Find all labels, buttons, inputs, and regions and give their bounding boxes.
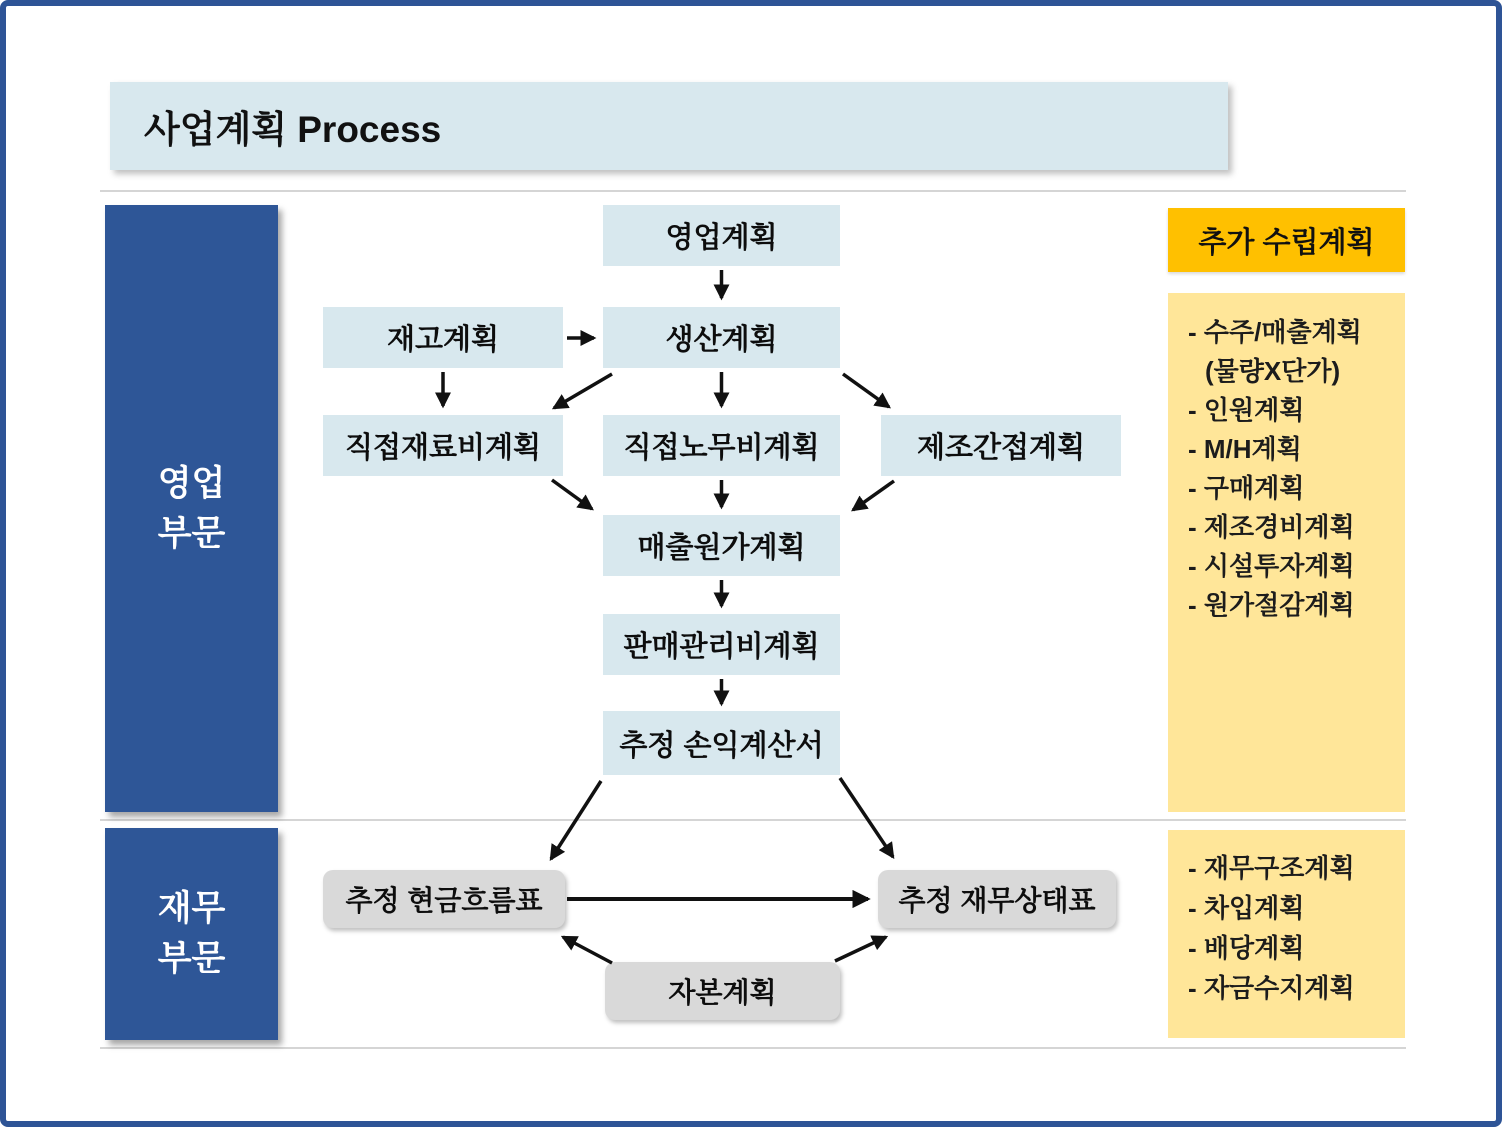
flow-node-manufacturing-overhead-plan: 제조간접계획 [881, 415, 1121, 476]
flow-node-cogs-plan: 매출원가계획 [603, 515, 840, 576]
side-panel-lower-list [1168, 830, 1405, 1038]
arrow-overhead-to-cogs [853, 481, 894, 510]
arrow-production-to-direct-material [554, 374, 612, 408]
side-panel-header: 추가 수립계획 [1168, 208, 1405, 272]
division-sales-line2: 부문 [157, 513, 226, 553]
flow-node-production-plan: 생산계획 [603, 307, 840, 368]
division-sales-line1: 영업 [157, 463, 226, 503]
flow-node-projected-income-statement: 추정 손익계산서 [603, 711, 840, 775]
arrow-direct-material-to-cogs [552, 480, 592, 509]
flow-node-sales-plan: 영업계획 [603, 205, 840, 266]
arrow-capital-to-cash-flow [563, 937, 612, 963]
flow-node-projected-balance-sheet: 추정 재무상태표 [878, 870, 1116, 928]
flow-node-projected-cash-flow: 추정 현금흐름표 [323, 870, 565, 928]
list-item: - 시설투자계획 [1188, 551, 1355, 581]
arrow-income-to-balance-sheet [840, 778, 893, 857]
list-item: - 차입계획 [1188, 893, 1305, 923]
arrow-production-to-overhead [843, 374, 889, 407]
flow-node-capital-plan: 자본계획 [605, 962, 840, 1020]
flow-node-direct-material-plan: 직접재료비계획 [323, 415, 563, 476]
list-item: - 자금수지계획 [1188, 973, 1355, 1003]
list-item: - 원가절감계획 [1188, 590, 1355, 620]
separator-middle [100, 819, 1406, 821]
side-panel-upper-list [1168, 293, 1405, 812]
division-sales [105, 205, 278, 812]
list-item-sub: (물량X단가) [1205, 356, 1341, 386]
list-item: - 제조경비계획 [1188, 512, 1355, 542]
page-title-text: 사업계획 Process [144, 109, 442, 150]
page-title [110, 82, 1228, 170]
list-item: - 구매계획 [1188, 473, 1305, 503]
separator-top [100, 190, 1406, 192]
division-finance-line1: 재무 [157, 889, 226, 929]
list-item: - 배당계획 [1188, 933, 1305, 963]
division-finance-line2: 부문 [157, 939, 226, 978]
list-item: - M/H계획 [1188, 434, 1302, 464]
list-item: - 재무구조계획 [1188, 853, 1355, 883]
flow-node-sga-plan: 판매관리비계획 [603, 614, 840, 675]
division-finance [105, 828, 278, 1040]
flow-node-direct-labor-plan: 직접노무비계획 [603, 415, 840, 476]
list-item: - 수주/매출계획 [1188, 317, 1362, 347]
arrow-capital-to-balance-sheet [835, 937, 886, 961]
list-item: - 인원계획 [1188, 395, 1305, 425]
flow-node-inventory-plan: 재고계획 [323, 307, 563, 368]
separator-bottom [100, 1047, 1406, 1049]
